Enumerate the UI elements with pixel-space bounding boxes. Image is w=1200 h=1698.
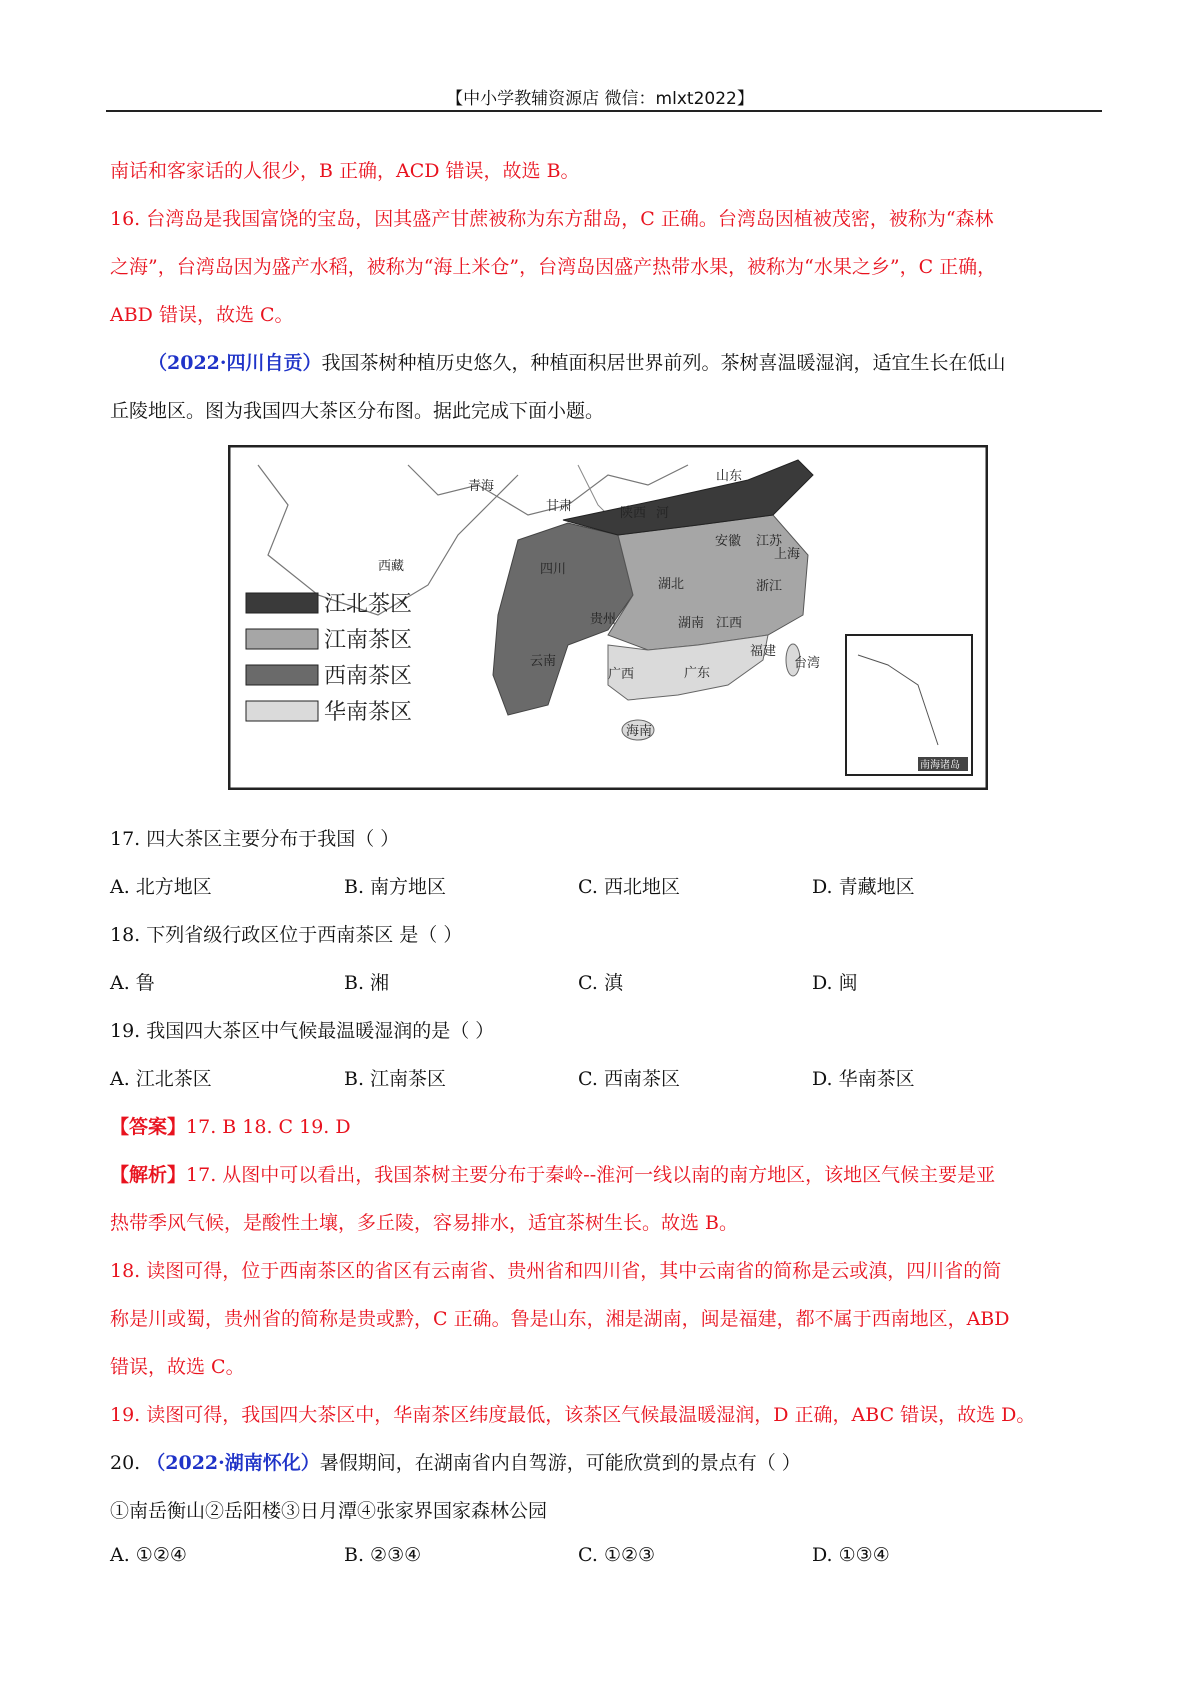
q17-option-d: D. 青藏地区 xyxy=(812,876,915,898)
intro-source: （2022·四川自贡） xyxy=(148,352,322,374)
q16-analysis-line-2: 之海”，台湾岛因为盛产水稻，被称为“海上米仓”，台湾岛因盛产热带水果，被称为“水果之乡”，C 正确， xyxy=(110,256,997,278)
province-label: 南海诸岛 xyxy=(920,760,960,771)
q20-number: 20. xyxy=(110,1452,147,1474)
q17-option-c: C. 西北地区 xyxy=(578,876,680,898)
province-label: 河 xyxy=(656,506,670,521)
q16-analysis-line-1: 16. 台湾岛是我国富饶的宝岛，因其盛产甘蔗被称为东方甜岛，C 正确。台湾岛因植被茂密，被称为“森林 xyxy=(110,208,994,230)
province-label: 福建 xyxy=(750,644,777,659)
south-sea-inset xyxy=(846,635,972,775)
q17-option-b: B. 南方地区 xyxy=(344,876,447,898)
intro-text-1: 我国茶树种植历史悠久，种植面积居世界前列。茶树喜温暖湿润，适宜生长在低山 xyxy=(321,352,1006,374)
q18-option-b: B. 湘 xyxy=(344,972,390,994)
province-label: 陕西 xyxy=(620,506,647,521)
legend-swatch-jiangbei xyxy=(246,593,318,613)
legend-swatch-south-china xyxy=(246,701,318,721)
province-label: 广东 xyxy=(684,666,711,681)
intro-line-2: 丘陵地区。图为我国四大茶区分布图。据此完成下面小题。 xyxy=(110,400,605,422)
analysis-18-line-1: 18. 读图可得，位于西南茶区的省区有云南省、贵州省和四川省，其中云南省的简称是云或滇，四川省的简 xyxy=(110,1260,1002,1282)
province-label: 上海 xyxy=(774,547,801,562)
legend-label-southwest: 西南茶区 xyxy=(324,664,413,689)
analysis-17-line-2: 热带季风气候，是酸性土壤，多丘陵，容易排水，适宜茶树生长。故选 B。 xyxy=(110,1212,739,1234)
province-label: 江苏 xyxy=(756,534,783,549)
q18-stem: 18. 下列省级行政区位于西南茶区 是（ ） xyxy=(110,924,463,946)
q20-option-c: C. ①②③ xyxy=(578,1544,656,1566)
analysis-19-line-1: 19. 读图可得，我国四大茶区中，华南茶区纬度最低，该茶区气候最温暖湿润，D 正确，ABC 错误，故选 D。 xyxy=(110,1404,1036,1426)
province-label: 湖北 xyxy=(658,577,685,592)
q17-stem: 17. 四大茶区主要分布于我国（ ） xyxy=(110,828,400,850)
analysis-label: 【解析】 xyxy=(110,1164,187,1186)
province-label: 山东 xyxy=(716,469,743,484)
q19-option-a: A. 江北茶区 xyxy=(110,1068,212,1090)
province-label: 海南 xyxy=(626,724,653,739)
q20-option-a: A. ①②④ xyxy=(110,1544,187,1566)
legend-label-jiangbei: 江北茶区 xyxy=(324,592,413,617)
q20-items: ①南岳衡山②岳阳楼③日月潭④张家界国家森林公园 xyxy=(110,1500,548,1522)
legend-label-south-china: 华南茶区 xyxy=(324,700,413,725)
q18-option-c: C. 滇 xyxy=(578,972,623,994)
analysis-18-line-3: 错误，故选 C。 xyxy=(110,1356,245,1378)
province-label: 青海 xyxy=(468,479,495,494)
intro-line-1 xyxy=(148,348,1006,375)
q19-stem: 19. 我国四大茶区中气候最温暖湿润的是（ ） xyxy=(110,1020,495,1042)
legend-label-jiangnan: 江南茶区 xyxy=(324,628,413,653)
page-header: 【中小学教辅资源店 微信：mlxt2022】 xyxy=(446,89,754,109)
q20-option-b: B. ②③④ xyxy=(344,1544,422,1566)
q19-option-d: D. 华南茶区 xyxy=(812,1068,915,1090)
q19-option-c: C. 西南茶区 xyxy=(578,1068,680,1090)
header-rule xyxy=(106,110,1102,112)
analysis-17-text-1: 17. 从图中可以看出，我国茶树主要分布于秦岭--淮河一线以南的南方地区，该地区气候主要是亚 xyxy=(186,1164,996,1186)
prev-analysis-line: 南话和客家话的人很少，B 正确，ACD 错误，故选 B。 xyxy=(110,160,580,182)
q18-option-d: D. 闽 xyxy=(812,972,858,994)
analysis-17-line-1 xyxy=(110,1160,995,1187)
answer-label: 【答案】 xyxy=(110,1116,187,1138)
province-label: 甘肃 xyxy=(546,499,573,514)
q18-option-a: A. 鲁 xyxy=(110,972,155,994)
province-label: 云南 xyxy=(530,654,557,669)
province-label: 浙江 xyxy=(756,579,783,594)
q20-stem xyxy=(110,1448,801,1475)
q20-source: （2022·湖南怀化） xyxy=(146,1452,320,1474)
legend-swatch-southwest xyxy=(246,665,318,685)
legend-swatch-jiangnan xyxy=(246,629,318,649)
tea-region-map xyxy=(228,445,988,790)
q19-option-b: B. 江南茶区 xyxy=(344,1068,447,1090)
q20-option-d: D. ①③④ xyxy=(812,1544,890,1566)
province-label: 贵州 xyxy=(590,612,617,627)
province-label: 安徽 xyxy=(715,534,742,549)
analysis-18-line-2: 称是川或蜀，贵州省的简称是贵或黔，C 正确。鲁是山东，湘是湖南，闽是福建，都不属于西南地区，ABD xyxy=(110,1308,1010,1330)
answer-line xyxy=(110,1112,351,1139)
province-label: 广西 xyxy=(608,667,635,682)
province-label: 湖南 xyxy=(678,616,705,631)
answer-text: 17. B 18. C 19. D xyxy=(186,1116,351,1138)
q20-text: 暑假期间，在湖南省内自驾游，可能欣赏到的景点有（ ） xyxy=(319,1452,801,1474)
q17-option-a: A. 北方地区 xyxy=(110,876,212,898)
tea-region-map-svg xyxy=(228,445,988,790)
q16-analysis-line-3: ABD 错误，故选 C。 xyxy=(110,304,294,326)
province-label: 台湾 xyxy=(794,656,821,671)
province-label: 西藏 xyxy=(378,559,405,574)
province-label: 江西 xyxy=(716,616,743,631)
province-label: 四川 xyxy=(540,562,567,577)
